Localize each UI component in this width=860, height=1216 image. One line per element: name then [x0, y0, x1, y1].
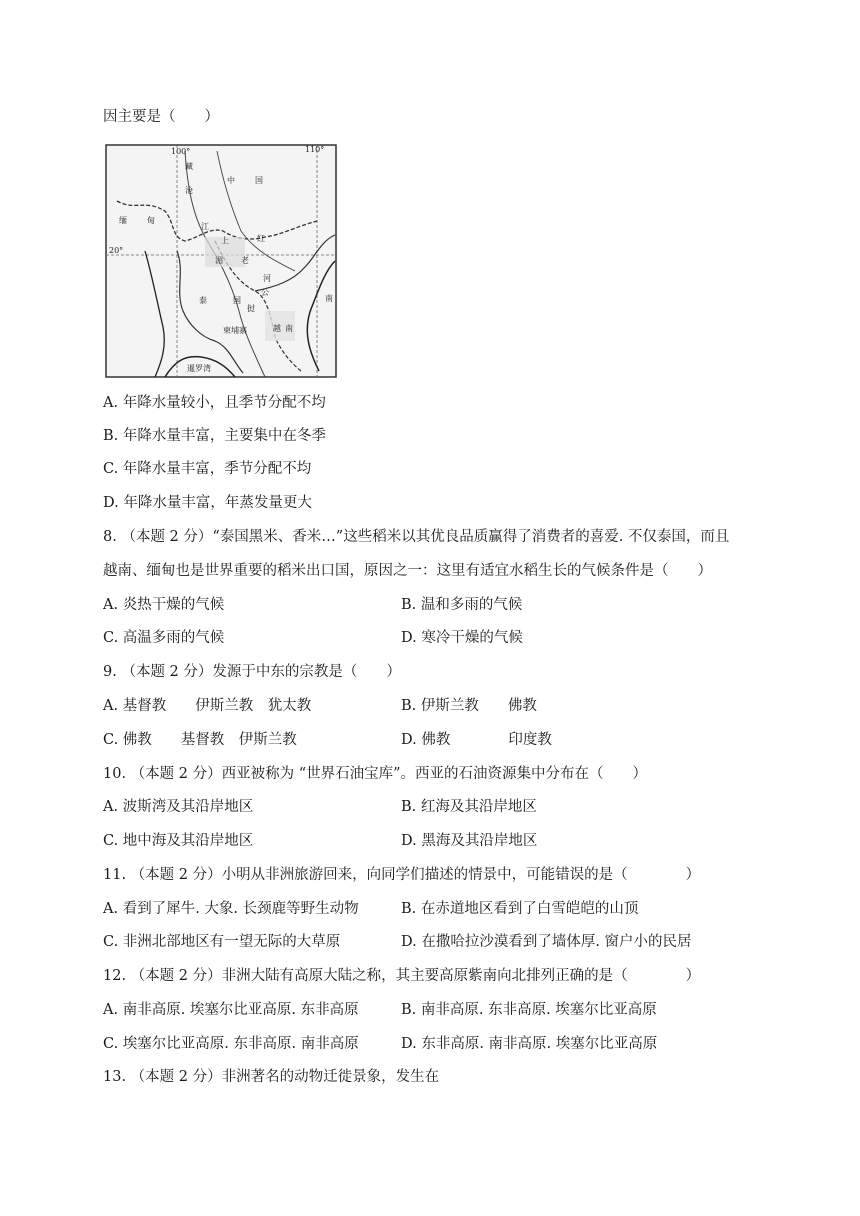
- q11-option-b: B. 在赤道地区看到了白雪皑皑的山顶: [401, 901, 639, 917]
- q10-option-c: C. 地中海及其沿岸地区: [103, 833, 254, 849]
- q12-option-b: B. 南非高原. 东非高原. 埃塞尔比亚高原: [401, 1002, 657, 1018]
- q12-option-d: D. 东非高原. 南非高原. 埃塞尔比亚高原: [401, 1036, 658, 1052]
- q11-option-a: A. 看到了犀牛. 大象. 长颈鹿等野生动物: [103, 901, 359, 917]
- q7-option-c: C. 年降水量丰富，季节分配不均: [103, 461, 312, 477]
- q13-stem: 13. （本题 2 分）非洲著名的动物迁徙景象，发生在: [103, 1069, 440, 1085]
- map-label: 红: [257, 234, 265, 243]
- q11-option-c: C. 非洲北部地区有一望无际的大草原: [103, 934, 341, 950]
- q7-option-d: D. 年降水量丰富，年蒸发量更大: [103, 495, 312, 511]
- q8-option-c: C. 高温多雨的气候: [103, 630, 225, 646]
- question-7-stem-tail: 因主要是（ ）: [103, 109, 219, 125]
- map-label: 公: [261, 288, 269, 297]
- map-label: 南: [285, 324, 293, 333]
- map-label: 缅: [119, 216, 127, 225]
- q8-stem-line1: 8. （本题 2 分）“泰国黑米、香米…”这些稻米以其优良品质赢得了消费者的喜爱. 不仅泰国，而且: [103, 529, 730, 545]
- map-label: 甸: [147, 216, 155, 225]
- map-label: 上: [221, 236, 229, 245]
- q12-option-c: C. 埃塞尔比亚高原. 东非高原. 南非高原: [103, 1036, 359, 1052]
- map-label: 沧: [185, 186, 193, 195]
- map-label: 挝: [247, 304, 255, 313]
- map-label: 南: [325, 294, 333, 303]
- q9-option-d: D. 佛教 印度教: [401, 732, 552, 748]
- map-label: 国: [255, 176, 263, 185]
- map-image: [105, 141, 339, 381]
- q10-option-b: B. 红海及其沿岸地区: [401, 799, 537, 815]
- lon-110-label: 110°: [305, 145, 325, 154]
- q8-option-b: B. 温和多雨的气候: [401, 597, 523, 613]
- q11-option-d: D. 在撒哈拉沙漠看到了墙体厚. 窗户小的民居: [401, 934, 692, 950]
- lat-20-label: 20°: [109, 246, 124, 255]
- q8-stem-line2: 越南、缅甸也是世界重要的稻米出口国，原因之一：这里有适宜水稻生长的气候条件是（ ）: [103, 563, 712, 579]
- q7-option-a: A. 年降水量较小，且季节分配不均: [103, 395, 326, 411]
- q9-option-b: B. 伊斯兰教 佛教: [401, 698, 537, 714]
- map-label: 中: [227, 176, 235, 185]
- q10-stem: 10. （本题 2 分）西亚被称为 “世界石油宝库”。西亚的石油资源集中分布在（ ）: [103, 766, 648, 782]
- map-label: 越: [273, 324, 281, 333]
- q10-option-a: A. 波斯湾及其沿岸地区: [103, 799, 254, 815]
- q9-option-c: C. 佛教 基督教 伊斯兰教: [103, 732, 297, 748]
- map-label: 柬埔寨: [223, 326, 247, 335]
- map-label: 湄: [215, 256, 223, 265]
- map-label: 河: [263, 274, 271, 283]
- map-label: 江: [201, 222, 209, 231]
- map-label: 泰: [199, 296, 207, 305]
- map-label: 国: [233, 296, 241, 305]
- lon-100-label: 100°: [171, 147, 191, 156]
- q8-option-d: D. 寒冷干燥的气候: [401, 630, 523, 646]
- q10-option-d: D. 黑海及其沿岸地区: [401, 833, 538, 849]
- q12-option-a: A. 南非高原. 埃塞尔比亚高原. 东非高原: [103, 1002, 359, 1018]
- q11-stem: 11. （本题 2 分）小明从非洲旅游回来，向同学们描述的情景中，可能错误的是（ ）: [103, 867, 701, 883]
- q9-stem: 9. （本题 2 分）发源于中东的宗教是（ ）: [103, 664, 401, 680]
- map-label: 老: [241, 256, 249, 265]
- q7-option-b: B. 年降水量丰富，主要集中在冬季: [103, 428, 326, 444]
- indochina-map-figure: [105, 141, 339, 381]
- q8-option-a: A. 炎热干燥的气候: [103, 597, 225, 613]
- map-label: 藏: [185, 162, 193, 171]
- map-label: 暹罗湾: [187, 364, 211, 373]
- q9-option-a: A. 基督教 伊斯兰教 犹太教: [103, 698, 312, 714]
- q12-stem: 12. （本题 2 分）非洲大陆有高原大陆之称，其主要高原紫南向北排列正确的是（ ）: [103, 968, 701, 984]
